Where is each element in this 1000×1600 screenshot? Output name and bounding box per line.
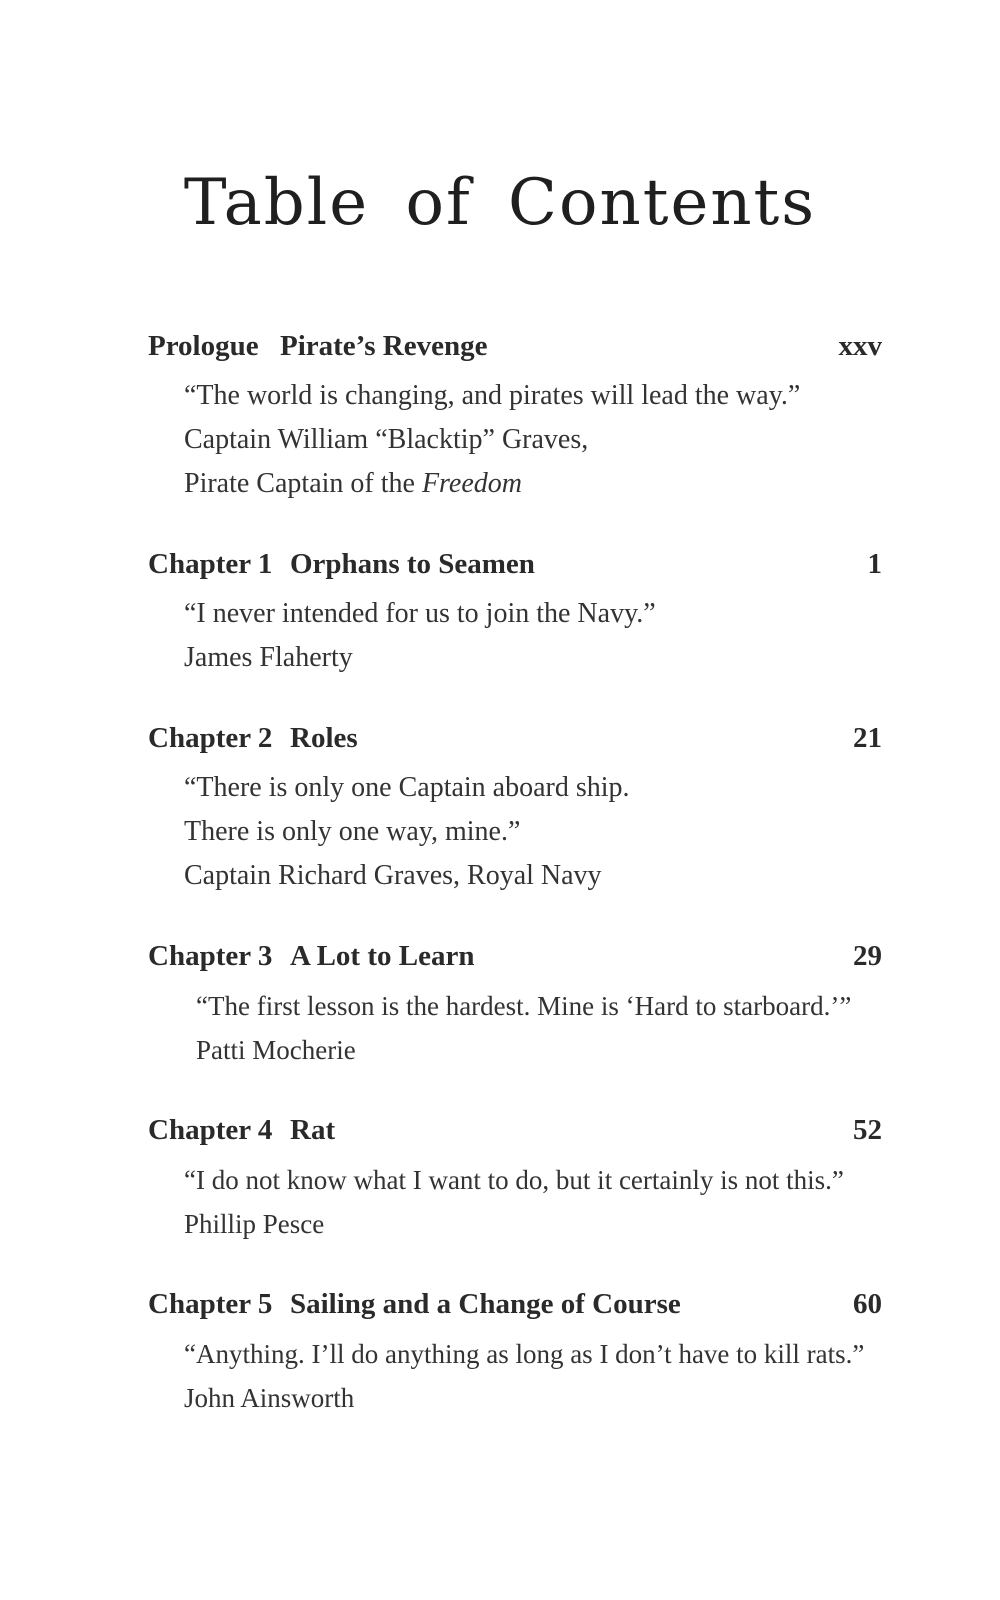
entry-label: Prologue [148, 330, 259, 362]
entry-epigraph [184, 374, 886, 506]
entry-page-number: 1 [867, 548, 882, 580]
epigraph-line: Captain William “Blacktip” Graves, [184, 424, 589, 455]
entry-heading [148, 1288, 886, 1332]
entry-label: Chapter 1 [148, 548, 273, 580]
entry-label: Chapter 5 [148, 1288, 273, 1320]
epigraph-line: Captain Richard Graves, Royal Navy [184, 860, 602, 891]
entry-title: Orphans to Seamen [290, 548, 535, 580]
entry-heading [148, 548, 886, 592]
entry-page-number: 52 [853, 1114, 882, 1146]
entry-epigraph [184, 1332, 886, 1420]
epigraph-line: John Ainsworth [184, 1383, 355, 1413]
entry-epigraph [184, 1158, 886, 1246]
ship-name: Freedom [421, 468, 522, 499]
epigraph-line: “I never intended for us to join the Navy.” [184, 598, 656, 629]
toc-entry-chapter-5[interactable] [148, 1288, 886, 1420]
page-title: Table of Contents [183, 166, 817, 240]
entry-heading [148, 330, 886, 374]
entry-heading [148, 1114, 886, 1158]
entry-page-number: 21 [853, 722, 882, 754]
entry-page-number: xxv [838, 330, 882, 362]
entry-title: A Lot to Learn [290, 940, 475, 972]
entry-heading [148, 940, 886, 984]
entry-title: Pirate’s Revenge [280, 330, 488, 362]
entry-epigraph [196, 984, 886, 1072]
toc-entry-prologue[interactable] [148, 330, 886, 506]
toc-entry-chapter-2[interactable] [148, 722, 886, 898]
entry-label: Chapter 4 [148, 1114, 273, 1146]
toc-entry-chapter-1[interactable] [148, 548, 886, 680]
entry-title: Roles [290, 722, 358, 754]
entry-title: Rat [290, 1114, 336, 1146]
epigraph-line: There is only one way, mine.” [184, 816, 521, 847]
entry-page-number: 60 [853, 1288, 882, 1320]
entry-label: Chapter 2 [148, 722, 273, 754]
entry-label: Chapter 3 [148, 940, 273, 972]
epigraph-line: Phillip Pesce [184, 1209, 325, 1239]
epigraph-line: “The first lesson is the hardest. Mine is ‘Hard to starboard.’” [196, 991, 852, 1021]
epigraph-line: “Anything. I’ll do anything as long as I don’t have to kill rats.” [184, 1339, 865, 1369]
epigraph-line [184, 462, 886, 506]
entry-title: Sailing and a Change of Course [290, 1288, 681, 1320]
entry-epigraph [184, 766, 886, 898]
epigraph-line: “I do not know what I want to do, but it certainly is not this.” [184, 1165, 844, 1195]
epigraph-text: Pirate Captain of the [184, 468, 422, 499]
epigraph-line: Patti Mocherie [196, 1035, 356, 1065]
entry-epigraph [184, 592, 886, 680]
entry-page-number: 29 [853, 940, 882, 972]
epigraph-line: “There is only one Captain aboard ship. [184, 772, 630, 803]
toc-entry-chapter-3[interactable] [148, 940, 886, 1072]
epigraph-line: James Flaherty [184, 642, 353, 673]
entry-heading [148, 722, 886, 766]
epigraph-line: “The world is changing, and pirates will lead the way.” [184, 380, 801, 411]
toc-entry-chapter-4[interactable] [148, 1114, 886, 1246]
